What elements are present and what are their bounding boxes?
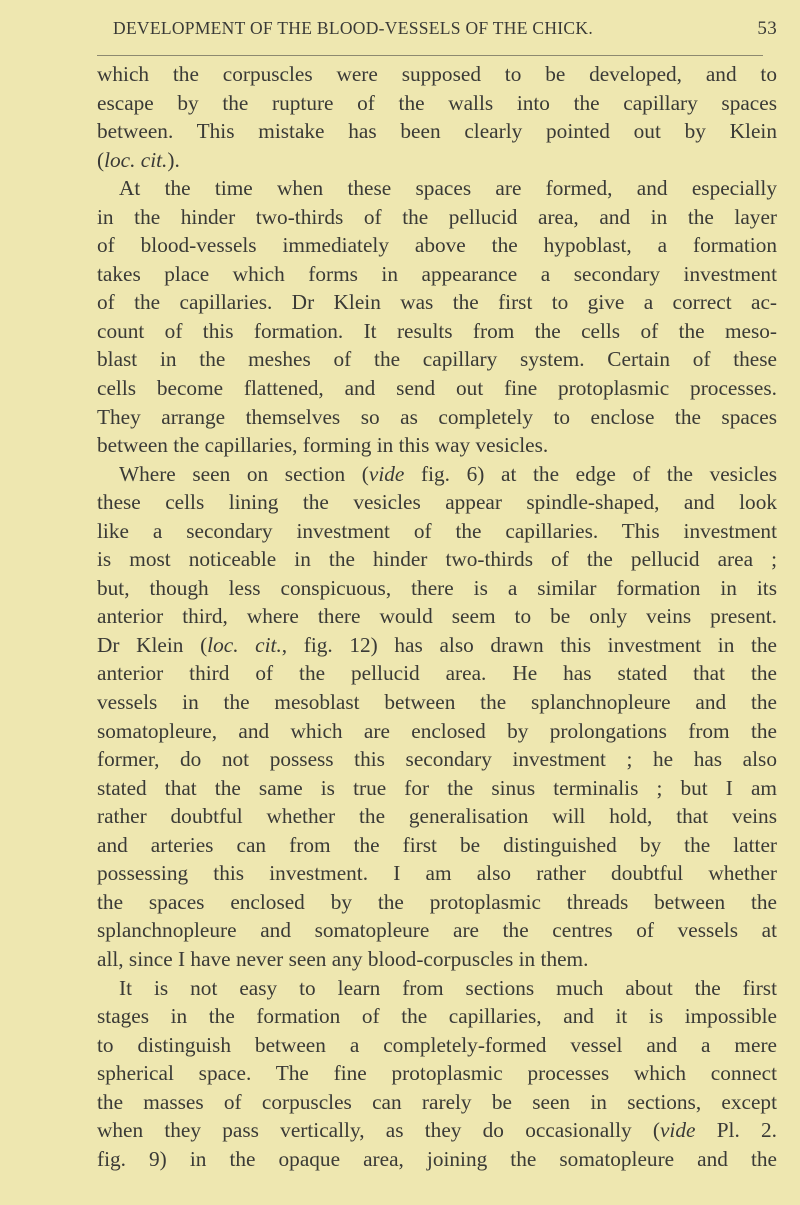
text-line [97, 317, 777, 346]
text-line [97, 945, 777, 974]
text-span: Where seen on section ( [119, 461, 369, 486]
text-line [97, 231, 777, 260]
text-span: anterior third of the pellucid area. He has stated that the [97, 661, 777, 686]
italic-text: vide [368, 461, 405, 486]
text-line [97, 403, 777, 432]
text-span: these cells lining the vesicles appear spindle-shaped, and look [97, 490, 777, 515]
text-line [97, 60, 777, 89]
text-span: cells become flattened, and send out fine protoplasmic processes. [97, 376, 777, 401]
text-span: escape by the rupture of the walls into the capillary spaces [97, 90, 777, 115]
text-span: in the hinder two-thirds of the pellucid area, and in the layer [97, 204, 777, 229]
text-span: rather doubtful whether the generalisation will hold, that veins [97, 804, 777, 829]
text-span: but, though less conspicuous, there is a similar formation in its [97, 575, 777, 600]
text-span: At the time when these spaces are formed, and especially [119, 176, 777, 201]
text-span: stages in the formation of the capillaries, and it is impossible [97, 1004, 777, 1029]
text-line [97, 374, 777, 403]
text-line [97, 431, 777, 460]
italic-text: loc. cit. [207, 632, 282, 657]
text-span: between the capillaries, forming in this way vesicles. [97, 433, 549, 458]
text-line [97, 1116, 777, 1145]
text-span: possessing this investment. I am also rather doubtful whether [97, 861, 777, 886]
text-line [97, 574, 777, 603]
text-line [97, 117, 777, 146]
text-line [97, 602, 777, 631]
text-span: , fig. 12) has also drawn this investment in the [281, 632, 778, 657]
text-line [97, 89, 777, 118]
header-rule [97, 55, 763, 56]
text-line [97, 659, 777, 688]
text-line [97, 174, 777, 203]
text-span: the spaces enclosed by the protoplasmic threads between the [97, 889, 777, 914]
text-line [97, 203, 777, 232]
text-line [97, 1088, 777, 1117]
text-line [97, 1031, 777, 1060]
text-span: of the capillaries. Dr Klein was the first to give a correct ac- [97, 290, 777, 315]
text-line [97, 631, 777, 660]
running-title: DEVELOPMENT OF THE BLOOD-VESSELS OF THE CHICK. [113, 18, 594, 38]
text-span: of blood-vessels immediately above the hypoblast, a formation [97, 233, 777, 258]
text-line [97, 774, 777, 803]
text-span: vessels in the mesoblast between the splanchnopleure and the [97, 690, 777, 715]
text-line [97, 517, 777, 546]
text-line [97, 488, 777, 517]
running-header [113, 18, 777, 44]
text-span: somatopleure, and which are enclosed by prolongations from the [97, 718, 777, 743]
text-span: spherical space. The fine protoplasmic processes which connect [97, 1061, 777, 1086]
text-line [97, 1145, 777, 1174]
text-span: which the corpuscles were supposed to be developed, and to [97, 62, 777, 86]
text-line [97, 1002, 777, 1031]
text-span: ). [167, 147, 180, 172]
text-span: former, do not possess this secondary investment ; he has also [97, 747, 777, 772]
text-line [97, 260, 777, 289]
text-line [97, 717, 777, 746]
text-span: fig. 9) in the opaque area, joining the somatopleure and the [97, 1146, 777, 1171]
italic-text: vide [659, 1118, 696, 1143]
text-line [97, 802, 777, 831]
text-span: to distinguish between a completely-formed vessel and a mere [97, 1032, 777, 1057]
text-span: between. This mistake has been clearly pointed out by Klein [97, 119, 777, 144]
text-line [97, 545, 777, 574]
text-span: They arrange themselves so as completely to enclose the spaces [97, 404, 777, 429]
text-span: when they pass vertically, as they do occasionally ( [97, 1118, 660, 1143]
text-span: Pl. 2. [695, 1118, 777, 1143]
text-span: takes place which forms in appearance a secondary investment [97, 261, 777, 286]
text-span: It is not easy to learn from sections much about the first [119, 975, 777, 1000]
text-span: stated that the same is true for the sinus terminalis ; but I am [97, 775, 777, 800]
text-span: blast in the meshes of the capillary system. Certain of these [97, 347, 777, 372]
text-span: fig. 6) at the edge of the vesicles [404, 461, 777, 486]
body-text [97, 60, 777, 1173]
text-line [97, 688, 777, 717]
text-line [97, 1059, 777, 1088]
text-span: Dr Klein ( [97, 632, 208, 657]
text-span: all, since I have never seen any blood-corpuscles in them. [97, 946, 589, 971]
text-line [97, 859, 777, 888]
page-number: 53 [757, 18, 777, 39]
text-line [97, 888, 777, 917]
italic-text: loc. cit. [104, 147, 168, 172]
text-span: is most noticeable in the hinder two-thirds of the pellucid area ; [97, 547, 777, 572]
text-line [97, 745, 777, 774]
text-line [97, 974, 777, 1003]
text-span: and arteries can from the first be distinguished by the latter [97, 832, 777, 857]
text-span: anterior third, where there would seem to be only veins present. [97, 604, 777, 629]
text-span: the masses of corpuscles can rarely be seen in sections, except [97, 1089, 777, 1114]
text-span: count of this formation. It results from the cells of the meso- [97, 318, 777, 343]
text-span: ( [97, 147, 105, 172]
text-span: like a secondary investment of the capillaries. This investment [97, 518, 777, 543]
text-line [97, 146, 777, 175]
text-line [97, 288, 777, 317]
text-line [97, 345, 777, 374]
text-line [97, 916, 777, 945]
text-span: splanchnopleure and somatopleure are the centres of vessels at [97, 918, 777, 943]
text-line [97, 831, 777, 860]
text-line [97, 460, 777, 489]
